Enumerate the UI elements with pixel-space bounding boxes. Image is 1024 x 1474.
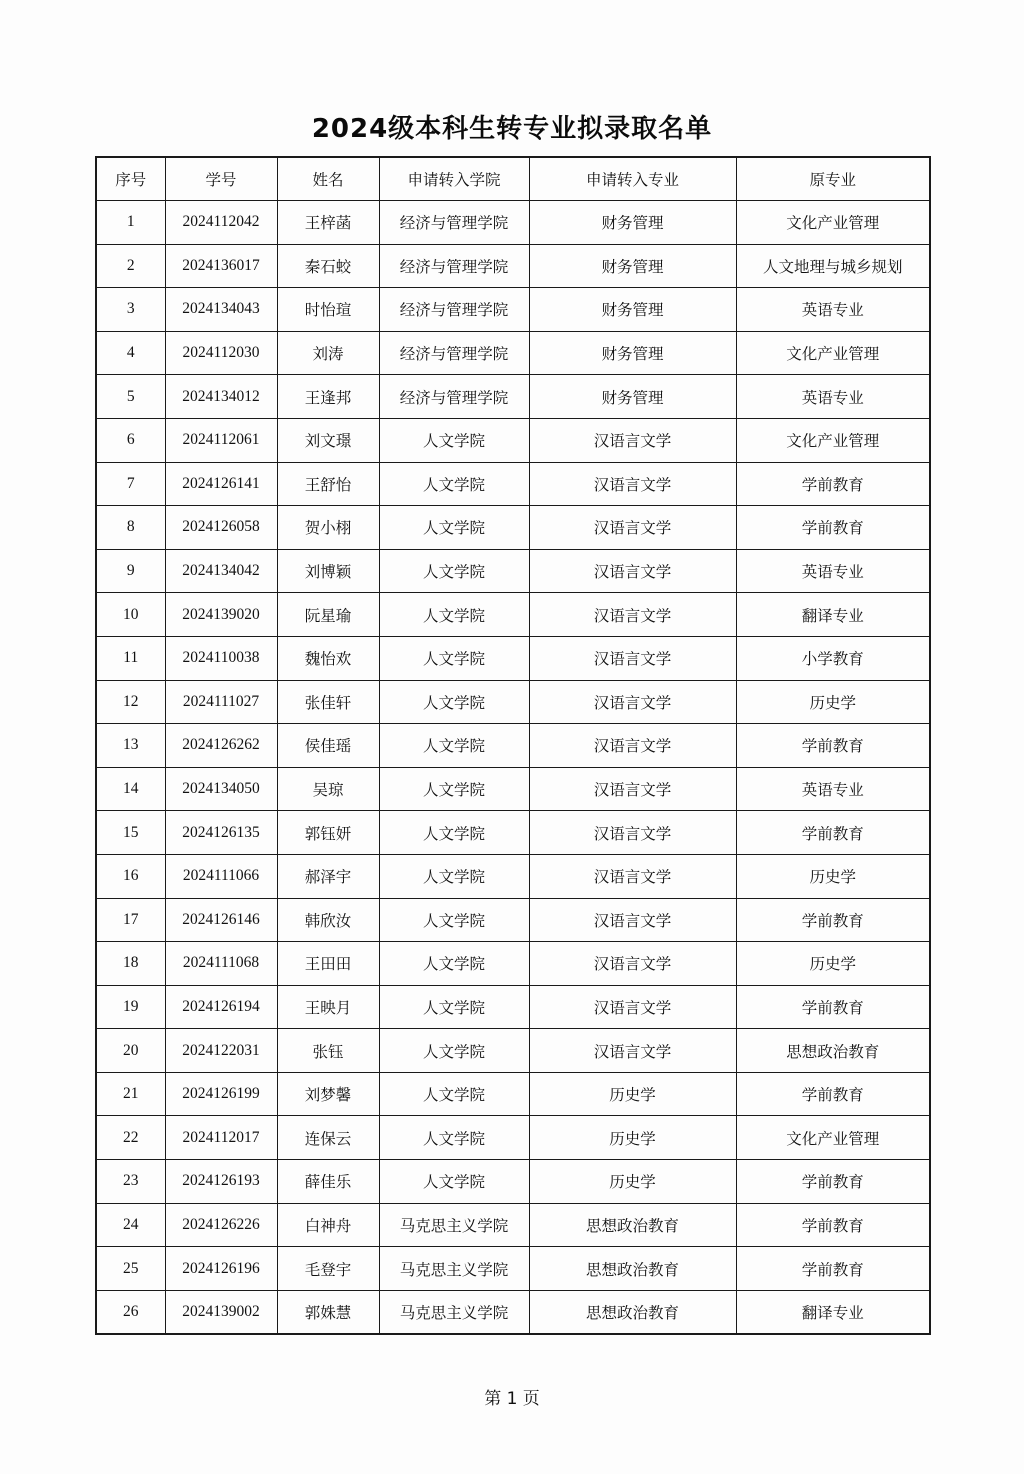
header-target-college: 申请转入学院 — [379, 157, 529, 201]
cell-seq: 10 — [96, 593, 165, 637]
table-row — [96, 593, 930, 637]
cell-target-major: 历史学 — [529, 1072, 736, 1116]
cell-seq: 17 — [96, 898, 165, 942]
cell-seq: 25 — [96, 1247, 165, 1291]
table-row — [96, 1247, 930, 1291]
cell-target-college: 马克思主义学院 — [379, 1247, 529, 1291]
cell-name: 毛登宇 — [277, 1247, 379, 1291]
table-row — [96, 724, 930, 768]
cell-seq: 9 — [96, 549, 165, 593]
cell-seq: 18 — [96, 942, 165, 986]
cell-seq: 14 — [96, 767, 165, 811]
cell-target-college: 马克思主义学院 — [379, 1203, 529, 1247]
cell-student-id: 2024111066 — [165, 854, 277, 898]
cell-original-major: 学前教育 — [736, 1247, 930, 1291]
cell-target-college: 人文学院 — [379, 418, 529, 462]
cell-student-id: 2024126196 — [165, 1247, 277, 1291]
cell-target-major: 汉语言文学 — [529, 854, 736, 898]
document-title: 2024级本科生转专业拟录取名单 — [311, 114, 713, 144]
cell-student-id: 2024126058 — [165, 506, 277, 550]
cell-original-major: 英语专业 — [736, 549, 930, 593]
header-seq: 序号 — [96, 157, 165, 201]
cell-original-major: 思想政治教育 — [736, 1029, 930, 1073]
cell-student-id: 2024134042 — [165, 549, 277, 593]
table-row — [96, 331, 930, 375]
cell-target-college: 人文学院 — [379, 1029, 529, 1073]
cell-target-college: 经济与管理学院 — [379, 288, 529, 332]
cell-target-college: 人文学院 — [379, 985, 529, 1029]
cell-student-id: 2024110038 — [165, 636, 277, 680]
cell-seq: 11 — [96, 636, 165, 680]
table-row — [96, 636, 930, 680]
cell-target-major: 汉语言文学 — [529, 985, 736, 1029]
cell-seq: 22 — [96, 1116, 165, 1160]
cell-seq: 19 — [96, 985, 165, 1029]
table-row — [96, 1029, 930, 1073]
table-row — [96, 1116, 930, 1160]
cell-original-major: 文化产业管理 — [736, 418, 930, 462]
table-row — [96, 1203, 930, 1247]
cell-original-major: 文化产业管理 — [736, 1116, 930, 1160]
cell-name: 张佳轩 — [277, 680, 379, 724]
table-row — [96, 549, 930, 593]
cell-seq: 5 — [96, 375, 165, 419]
cell-original-major: 学前教育 — [736, 724, 930, 768]
cell-original-major: 历史学 — [736, 680, 930, 724]
cell-student-id: 2024112030 — [165, 331, 277, 375]
table-body — [96, 201, 930, 1335]
cell-name: 刘梦馨 — [277, 1072, 379, 1116]
cell-name: 王田田 — [277, 942, 379, 986]
table-row — [96, 244, 930, 288]
cell-target-major: 汉语言文学 — [529, 767, 736, 811]
cell-name: 韩欣汝 — [277, 898, 379, 942]
cell-target-college: 人文学院 — [379, 636, 529, 680]
cell-original-major: 人文地理与城乡规划 — [736, 244, 930, 288]
table-row — [96, 201, 930, 245]
cell-student-id: 2024126135 — [165, 811, 277, 855]
table-row — [96, 898, 930, 942]
cell-original-major: 学前教育 — [736, 1160, 930, 1204]
cell-target-major: 财务管理 — [529, 375, 736, 419]
cell-target-major: 汉语言文学 — [529, 724, 736, 768]
cell-original-major: 文化产业管理 — [736, 331, 930, 375]
cell-original-major: 学前教育 — [736, 811, 930, 855]
cell-seq: 8 — [96, 506, 165, 550]
cell-student-id: 2024126262 — [165, 724, 277, 768]
table-row — [96, 506, 930, 550]
cell-student-id: 2024126141 — [165, 462, 277, 506]
cell-target-major: 汉语言文学 — [529, 680, 736, 724]
cell-name: 刘文璟 — [277, 418, 379, 462]
cell-name: 白神舟 — [277, 1203, 379, 1247]
cell-name: 刘博颖 — [277, 549, 379, 593]
cell-original-major: 学前教育 — [736, 898, 930, 942]
cell-original-major: 文化产业管理 — [736, 201, 930, 245]
cell-student-id: 2024136017 — [165, 244, 277, 288]
cell-target-college: 经济与管理学院 — [379, 201, 529, 245]
cell-name: 王舒怡 — [277, 462, 379, 506]
cell-name: 王映月 — [277, 985, 379, 1029]
cell-original-major: 英语专业 — [736, 375, 930, 419]
cell-target-major: 汉语言文学 — [529, 593, 736, 637]
cell-student-id: 2024126146 — [165, 898, 277, 942]
cell-target-college: 经济与管理学院 — [379, 331, 529, 375]
cell-original-major: 历史学 — [736, 854, 930, 898]
cell-student-id: 2024134012 — [165, 375, 277, 419]
cell-target-major: 思想政治教育 — [529, 1290, 736, 1334]
cell-name: 连保云 — [277, 1116, 379, 1160]
table-row — [96, 1160, 930, 1204]
table-row — [96, 1072, 930, 1116]
cell-target-college: 人文学院 — [379, 462, 529, 506]
cell-name: 刘涛 — [277, 331, 379, 375]
cell-target-major: 思想政治教育 — [529, 1247, 736, 1291]
cell-target-college: 人文学院 — [379, 1072, 529, 1116]
cell-seq: 20 — [96, 1029, 165, 1073]
cell-original-major: 学前教育 — [736, 506, 930, 550]
cell-name: 阮星瑜 — [277, 593, 379, 637]
table-header-row — [96, 157, 930, 201]
cell-original-major: 学前教育 — [736, 1203, 930, 1247]
table-row — [96, 375, 930, 419]
cell-target-college: 人文学院 — [379, 898, 529, 942]
cell-target-major: 汉语言文学 — [529, 549, 736, 593]
cell-target-major: 汉语言文学 — [529, 418, 736, 462]
cell-name: 郭钰妍 — [277, 811, 379, 855]
cell-original-major: 翻译专业 — [736, 1290, 930, 1334]
cell-target-major: 财务管理 — [529, 288, 736, 332]
cell-name: 吴琼 — [277, 767, 379, 811]
cell-target-college: 经济与管理学院 — [379, 244, 529, 288]
cell-original-major: 历史学 — [736, 942, 930, 986]
cell-student-id: 2024126226 — [165, 1203, 277, 1247]
cell-seq: 24 — [96, 1203, 165, 1247]
cell-student-id: 2024111068 — [165, 942, 277, 986]
cell-original-major: 学前教育 — [736, 1072, 930, 1116]
cell-seq: 26 — [96, 1290, 165, 1334]
cell-student-id: 2024111027 — [165, 680, 277, 724]
cell-original-major: 翻译专业 — [736, 593, 930, 637]
cell-name: 郝泽宇 — [277, 854, 379, 898]
cell-target-college: 马克思主义学院 — [379, 1290, 529, 1334]
table-row — [96, 811, 930, 855]
cell-target-major: 汉语言文学 — [529, 506, 736, 550]
header-student-id: 学号 — [165, 157, 277, 201]
table-row — [96, 985, 930, 1029]
cell-target-major: 历史学 — [529, 1160, 736, 1204]
cell-target-college: 人文学院 — [379, 724, 529, 768]
header-original-major: 原专业 — [736, 157, 930, 201]
cell-student-id: 2024126194 — [165, 985, 277, 1029]
cell-target-major: 汉语言文学 — [529, 811, 736, 855]
cell-name: 郭姝慧 — [277, 1290, 379, 1334]
cell-target-major: 财务管理 — [529, 244, 736, 288]
cell-name: 秦石蛟 — [277, 244, 379, 288]
header-target-major: 申请转入专业 — [529, 157, 736, 201]
table-row — [96, 418, 930, 462]
cell-student-id: 2024126199 — [165, 1072, 277, 1116]
cell-student-id: 2024126193 — [165, 1160, 277, 1204]
cell-target-college: 人文学院 — [379, 811, 529, 855]
table-row — [96, 767, 930, 811]
cell-target-major: 汉语言文学 — [529, 942, 736, 986]
table-row — [96, 288, 930, 332]
cell-name: 薛佳乐 — [277, 1160, 379, 1204]
cell-seq: 23 — [96, 1160, 165, 1204]
cell-seq: 1 — [96, 201, 165, 245]
cell-seq: 2 — [96, 244, 165, 288]
table-row — [96, 854, 930, 898]
cell-seq: 12 — [96, 680, 165, 724]
cell-target-major: 思想政治教育 — [529, 1203, 736, 1247]
cell-student-id: 2024122031 — [165, 1029, 277, 1073]
cell-seq: 13 — [96, 724, 165, 768]
cell-name: 侯佳瑶 — [277, 724, 379, 768]
cell-target-college: 经济与管理学院 — [379, 375, 529, 419]
cell-name: 王梓菡 — [277, 201, 379, 245]
cell-seq: 7 — [96, 462, 165, 506]
cell-target-college: 人文学院 — [379, 680, 529, 724]
cell-target-college: 人文学院 — [379, 549, 529, 593]
cell-seq: 3 — [96, 288, 165, 332]
cell-target-major: 汉语言文学 — [529, 1029, 736, 1073]
header-name: 姓名 — [277, 157, 379, 201]
cell-name: 王逢邦 — [277, 375, 379, 419]
cell-name: 魏怡欢 — [277, 636, 379, 680]
cell-student-id: 2024139002 — [165, 1290, 277, 1334]
cell-seq: 4 — [96, 331, 165, 375]
cell-student-id: 2024112061 — [165, 418, 277, 462]
cell-seq: 21 — [96, 1072, 165, 1116]
cell-target-college: 人文学院 — [379, 1160, 529, 1204]
cell-original-major: 小学教育 — [736, 636, 930, 680]
admission-table — [95, 156, 931, 1335]
cell-target-college: 人文学院 — [379, 506, 529, 550]
table-row — [96, 1290, 930, 1334]
cell-name: 张钰 — [277, 1029, 379, 1073]
cell-student-id: 2024139020 — [165, 593, 277, 637]
cell-target-major: 财务管理 — [529, 331, 736, 375]
cell-seq: 15 — [96, 811, 165, 855]
cell-student-id: 2024134050 — [165, 767, 277, 811]
cell-student-id: 2024134043 — [165, 288, 277, 332]
cell-target-major: 汉语言文学 — [529, 462, 736, 506]
cell-original-major: 学前教育 — [736, 985, 930, 1029]
cell-target-college: 人文学院 — [379, 1116, 529, 1160]
page-number: 第 1 页 — [484, 1389, 540, 1409]
cell-name: 贺小栩 — [277, 506, 379, 550]
cell-seq: 16 — [96, 854, 165, 898]
cell-student-id: 2024112042 — [165, 201, 277, 245]
cell-original-major: 学前教育 — [736, 462, 930, 506]
cell-original-major: 英语专业 — [736, 767, 930, 811]
table-row — [96, 462, 930, 506]
cell-target-major: 汉语言文学 — [529, 636, 736, 680]
cell-name: 时怡瑄 — [277, 288, 379, 332]
cell-target-college: 人文学院 — [379, 942, 529, 986]
cell-target-major: 汉语言文学 — [529, 898, 736, 942]
cell-original-major: 英语专业 — [736, 288, 930, 332]
table-row — [96, 942, 930, 986]
cell-seq: 6 — [96, 418, 165, 462]
cell-student-id: 2024112017 — [165, 1116, 277, 1160]
cell-target-college: 人文学院 — [379, 854, 529, 898]
cell-target-college: 人文学院 — [379, 593, 529, 637]
cell-target-major: 财务管理 — [529, 201, 736, 245]
cell-target-major: 历史学 — [529, 1116, 736, 1160]
table-row — [96, 680, 930, 724]
cell-target-college: 人文学院 — [379, 767, 529, 811]
